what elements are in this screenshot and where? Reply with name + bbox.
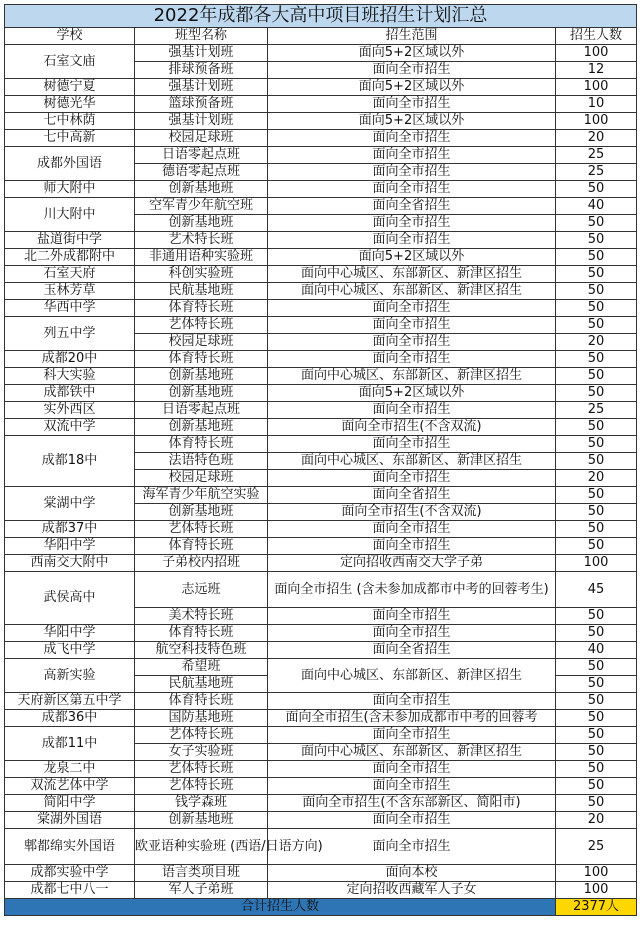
class-type-cell: 强基计划班 xyxy=(135,79,268,96)
class-type-cell: 德语零起点班 xyxy=(135,164,268,181)
scope-cell: 面向全市招生 xyxy=(268,693,556,710)
school-cell: 华阳中学 xyxy=(5,625,135,642)
class-type-cell: 国防基地班 xyxy=(135,710,268,727)
table-row xyxy=(5,300,637,317)
school-cell: 华阳中学 xyxy=(5,538,135,555)
count-cell: 50 xyxy=(556,761,637,778)
class-type-cell: 艺体特长班 xyxy=(135,727,268,744)
scope-cell: 面向全市招生(不含双流) xyxy=(268,419,556,436)
school-cell: 川大附中 xyxy=(5,198,135,232)
table-row xyxy=(5,45,637,62)
school-cell: 成飞中学 xyxy=(5,642,135,659)
school-cell: 郫都绵实外国语 xyxy=(5,829,135,865)
count-cell: 40 xyxy=(556,198,637,215)
class-type-cell: 校园足球班 xyxy=(135,130,268,147)
class-type-cell: 女子实验班 xyxy=(135,744,268,761)
class-type-cell: 美术特长班 xyxy=(135,608,268,625)
scope-cell: 面向5+2区域以外 xyxy=(268,45,556,62)
class-type-cell: 创新基地班 xyxy=(135,419,268,436)
table-row xyxy=(5,625,637,642)
class-type-cell: 体育特长班 xyxy=(135,436,268,453)
class-type-cell: 法语特色班 xyxy=(135,453,268,470)
table-row xyxy=(5,96,637,113)
school-cell: 龙泉二中 xyxy=(5,761,135,778)
school-cell: 盐道街中学 xyxy=(5,232,135,249)
class-type-cell: 艺体特长班 xyxy=(135,521,268,538)
scope-cell: 面向全市招生 xyxy=(268,317,556,334)
count-cell: 25 xyxy=(556,829,637,865)
school-cell: 北二外成都附中 xyxy=(5,249,135,266)
scope-cell: 面向本校 xyxy=(268,865,556,882)
school-cell: 武侯高中 xyxy=(5,572,135,625)
class-type-cell: 子弟校内招班 xyxy=(135,555,268,572)
table-row xyxy=(5,642,637,659)
scope-cell: 面向全市招生 xyxy=(268,130,556,147)
class-type-cell: 体育特长班 xyxy=(135,693,268,710)
count-cell: 50 xyxy=(556,744,637,761)
table-row xyxy=(5,761,637,778)
scope-cell: 面向5+2区域以外 xyxy=(268,249,556,266)
school-cell: 玉林芳草 xyxy=(5,283,135,300)
class-type-cell: 民航基地班 xyxy=(135,283,268,300)
table-row xyxy=(5,829,637,865)
scope-cell: 面向中心城区、东部新区、新津区招生 xyxy=(268,368,556,385)
scope-cell: 面向5+2区域以外 xyxy=(268,79,556,96)
count-cell: 50 xyxy=(556,300,637,317)
table-row xyxy=(5,572,637,608)
table-row xyxy=(5,865,637,882)
table-row xyxy=(5,113,637,130)
table-row xyxy=(5,317,637,334)
count-cell: 50 xyxy=(556,710,637,727)
scope-cell: 定向招收西南交大学子弟 xyxy=(268,555,556,572)
scope-cell: 面向全市招生 xyxy=(268,538,556,555)
class-type-cell: 艺体特长班 xyxy=(135,761,268,778)
school-cell: 成都20中 xyxy=(5,351,135,368)
scope-cell: 面向全市招生(不含东部新区、简阳市) xyxy=(268,795,556,812)
class-type-cell: 创新基地班 xyxy=(135,368,268,385)
class-type-cell: 日语零起点班 xyxy=(135,402,268,419)
table-row xyxy=(5,436,637,453)
table-row xyxy=(5,368,637,385)
school-cell: 石室天府 xyxy=(5,266,135,283)
count-cell: 50 xyxy=(556,436,637,453)
school-cell: 科大实验 xyxy=(5,368,135,385)
scope-cell: 面向全市招生 xyxy=(268,351,556,368)
count-cell: 100 xyxy=(556,113,637,130)
class-type-cell: 创新基地班 xyxy=(135,504,268,521)
scope-cell: 面向中心城区、东部新区、新津区招生 xyxy=(268,266,556,283)
table-body xyxy=(5,5,637,916)
scope-cell: 面向全市招生 xyxy=(268,402,556,419)
class-type-cell: 语言类项目班 xyxy=(135,865,268,882)
table-row xyxy=(5,249,637,266)
scope-cell: 面向中心城区、东部新区、新津区招生 xyxy=(268,659,556,693)
school-cell: 天府新区第五中学 xyxy=(5,693,135,710)
school-cell: 高新实验 xyxy=(5,659,135,693)
count-cell: 100 xyxy=(556,865,637,882)
class-type-cell: 创新基地班 xyxy=(135,181,268,198)
class-type-cell: 体育特长班 xyxy=(135,300,268,317)
header-scope: 招生范围 xyxy=(268,28,556,45)
table-row xyxy=(5,130,637,147)
count-cell: 100 xyxy=(556,79,637,96)
school-cell: 师大附中 xyxy=(5,181,135,198)
table-row xyxy=(5,487,637,504)
scope-cell: 面向全省招生 xyxy=(268,487,556,504)
scope-cell: 面向全市招生 xyxy=(268,215,556,232)
school-cell: 成都七中八一 xyxy=(5,882,135,899)
table-row xyxy=(5,283,637,300)
table-row xyxy=(5,419,637,436)
header-count: 招生人数 xyxy=(556,28,637,45)
count-cell: 12 xyxy=(556,62,637,79)
count-cell: 50 xyxy=(556,487,637,504)
count-cell: 50 xyxy=(556,368,637,385)
header-school: 学校 xyxy=(5,28,135,45)
class-type-cell: 海军青少年航空实验 xyxy=(135,487,268,504)
count-cell: 100 xyxy=(556,45,637,62)
school-cell: 西南交大附中 xyxy=(5,555,135,572)
school-cell: 石室文庙 xyxy=(5,45,135,79)
class-type-cell: 创新基地班 xyxy=(135,812,268,829)
class-type-cell: 航空科技特色班 xyxy=(135,642,268,659)
count-cell: 50 xyxy=(556,778,637,795)
table-row xyxy=(5,385,637,402)
scope-cell: 面向全市招生 xyxy=(268,761,556,778)
count-cell: 20 xyxy=(556,130,637,147)
scope-cell: 面向全市招生 xyxy=(268,147,556,164)
class-type-cell: 艺体特长班 xyxy=(135,317,268,334)
scope-cell: 面向5+2区域以外 xyxy=(268,385,556,402)
scope-cell: 面向全市招生(不含双流) xyxy=(268,504,556,521)
class-type-cell: 军人子弟班 xyxy=(135,882,268,899)
school-cell: 成都铁中 xyxy=(5,385,135,402)
count-cell: 50 xyxy=(556,659,637,676)
scope-cell: 面向5+2区域以外 xyxy=(268,113,556,130)
school-cell: 树德光华 xyxy=(5,96,135,113)
school-cell: 七中林荫 xyxy=(5,113,135,130)
school-cell: 棠湖外国语 xyxy=(5,812,135,829)
table-row xyxy=(5,659,637,676)
school-cell: 实外西区 xyxy=(5,402,135,419)
table-row xyxy=(5,538,637,555)
count-cell: 50 xyxy=(556,608,637,625)
count-cell: 50 xyxy=(556,727,637,744)
class-type-cell: 篮球预备班 xyxy=(135,96,268,113)
class-type-cell: 强基计划班 xyxy=(135,113,268,130)
count-cell: 50 xyxy=(556,266,637,283)
table-row xyxy=(5,402,637,419)
enrollment-table xyxy=(4,4,637,916)
total-label: 合计招生人数 xyxy=(5,899,556,916)
school-cell: 七中高新 xyxy=(5,130,135,147)
count-cell: 50 xyxy=(556,351,637,368)
school-cell: 简阳中学 xyxy=(5,795,135,812)
scope-cell: 面向全市招生 xyxy=(268,608,556,625)
class-type-cell: 非通用语种实验班 xyxy=(135,249,268,266)
scope-cell: 定向招收西藏军人子女 xyxy=(268,882,556,899)
class-type-cell: 创新基地班 xyxy=(135,215,268,232)
count-cell: 25 xyxy=(556,402,637,419)
count-cell: 50 xyxy=(556,419,637,436)
count-cell: 45 xyxy=(556,572,637,608)
scope-cell: 面向全省招生 xyxy=(268,642,556,659)
class-type-cell: 空军青少年航空班 xyxy=(135,198,268,215)
class-type-cell: 体育特长班 xyxy=(135,351,268,368)
scope-cell: 面向全省招生 xyxy=(268,198,556,215)
count-cell: 40 xyxy=(556,642,637,659)
table-row xyxy=(5,882,637,899)
scope-cell: 面向全市招生 xyxy=(268,181,556,198)
count-cell: 50 xyxy=(556,215,637,232)
class-type-cell: 体育特长班 xyxy=(135,538,268,555)
scope-cell: 面向全市招生(含未参加成都市中考的回蓉考 xyxy=(268,710,556,727)
table-row xyxy=(5,147,637,164)
scope-cell: 面向全市招生 xyxy=(268,62,556,79)
count-cell: 50 xyxy=(556,504,637,521)
school-cell: 成都37中 xyxy=(5,521,135,538)
table-row xyxy=(5,351,637,368)
class-type-cell: 欧亚语种实验班 (西语/日语方向) xyxy=(135,829,268,865)
total-row xyxy=(5,899,637,916)
count-cell: 50 xyxy=(556,249,637,266)
school-cell: 华西中学 xyxy=(5,300,135,317)
total-value: 2377人 xyxy=(556,899,637,916)
count-cell: 50 xyxy=(556,181,637,198)
scope-cell: 面向中心城区、东部新区、新津区招生 xyxy=(268,453,556,470)
school-cell: 成都外国语 xyxy=(5,147,135,181)
class-type-cell: 艺术特长班 xyxy=(135,232,268,249)
scope-cell: 面向全市招生 xyxy=(268,436,556,453)
scope-cell: 面向全市招生 xyxy=(268,470,556,487)
class-type-cell: 日语零起点班 xyxy=(135,147,268,164)
count-cell: 100 xyxy=(556,555,637,572)
class-type-cell: 校园足球班 xyxy=(135,334,268,351)
scope-cell: 面向全市招生 xyxy=(268,521,556,538)
table-row xyxy=(5,79,637,96)
plan-sheet xyxy=(4,4,636,916)
table-row xyxy=(5,812,637,829)
scope-cell: 面向全市招生 xyxy=(268,812,556,829)
class-type-cell: 钱学森班 xyxy=(135,795,268,812)
count-cell: 50 xyxy=(556,795,637,812)
class-type-cell: 创新基地班 xyxy=(135,385,268,402)
table-row xyxy=(5,795,637,812)
count-cell: 50 xyxy=(556,453,637,470)
table-row xyxy=(5,181,637,198)
scope-cell: 面向全市招生 xyxy=(268,829,556,865)
count-cell: 50 xyxy=(556,385,637,402)
school-cell: 成都36中 xyxy=(5,710,135,727)
class-type-cell: 校园足球班 xyxy=(135,470,268,487)
title-row xyxy=(5,5,637,28)
school-cell: 双流中学 xyxy=(5,419,135,436)
header-row xyxy=(5,28,637,45)
scope-cell: 面向全市招生 xyxy=(268,300,556,317)
count-cell: 20 xyxy=(556,334,637,351)
school-cell: 棠湖中学 xyxy=(5,487,135,521)
table-row xyxy=(5,727,637,744)
count-cell: 20 xyxy=(556,812,637,829)
class-type-cell: 希望班 xyxy=(135,659,268,676)
count-cell: 50 xyxy=(556,693,637,710)
class-type-cell: 民航基地班 xyxy=(135,676,268,693)
count-cell: 50 xyxy=(556,625,637,642)
table-row xyxy=(5,710,637,727)
scope-cell: 面向全市招生 xyxy=(268,778,556,795)
count-cell: 10 xyxy=(556,96,637,113)
school-cell: 成都18中 xyxy=(5,436,135,487)
class-type-cell: 体育特长班 xyxy=(135,625,268,642)
table-row xyxy=(5,693,637,710)
count-cell: 20 xyxy=(556,470,637,487)
class-type-cell: 排球预备班 xyxy=(135,62,268,79)
table-row xyxy=(5,778,637,795)
class-type-cell: 科创实验班 xyxy=(135,266,268,283)
count-cell: 50 xyxy=(556,676,637,693)
class-type-cell: 强基计划班 xyxy=(135,45,268,62)
class-type-cell: 艺体特长班 xyxy=(135,778,268,795)
count-cell: 50 xyxy=(556,283,637,300)
table-row xyxy=(5,555,637,572)
scope-cell: 面向全市招生 xyxy=(268,334,556,351)
scope-cell: 面向全市招生 xyxy=(268,727,556,744)
header-class-type: 班型名称 xyxy=(135,28,268,45)
table-row xyxy=(5,521,637,538)
count-cell: 25 xyxy=(556,164,637,181)
table-title: 2022年成都各大高中项目班招生计划汇总 xyxy=(5,5,637,28)
count-cell: 50 xyxy=(556,521,637,538)
school-cell: 成都实验中学 xyxy=(5,865,135,882)
class-type-cell: 志远班 xyxy=(135,572,268,608)
count-cell: 25 xyxy=(556,147,637,164)
scope-cell: 面向全市招生 xyxy=(268,625,556,642)
scope-cell: 面向全市招生 (含未参加成都市中考的回蓉考生) xyxy=(268,572,556,608)
school-cell: 列五中学 xyxy=(5,317,135,351)
scope-cell: 面向全市招生 xyxy=(268,96,556,113)
scope-cell: 面向中心城区、东部新区、新津区招生 xyxy=(268,283,556,300)
school-cell: 成都11中 xyxy=(5,727,135,761)
table-row xyxy=(5,266,637,283)
school-cell: 双流艺体中学 xyxy=(5,778,135,795)
scope-cell: 面向全市招生 xyxy=(268,164,556,181)
count-cell: 50 xyxy=(556,232,637,249)
table-row xyxy=(5,232,637,249)
school-cell: 树德宁夏 xyxy=(5,79,135,96)
scope-cell: 面向中心城区、东部新区、新津区招生 xyxy=(268,744,556,761)
count-cell: 50 xyxy=(556,317,637,334)
table-row xyxy=(5,198,637,215)
count-cell: 100 xyxy=(556,882,637,899)
count-cell: 50 xyxy=(556,538,637,555)
scope-cell: 面向全市招生 xyxy=(268,232,556,249)
